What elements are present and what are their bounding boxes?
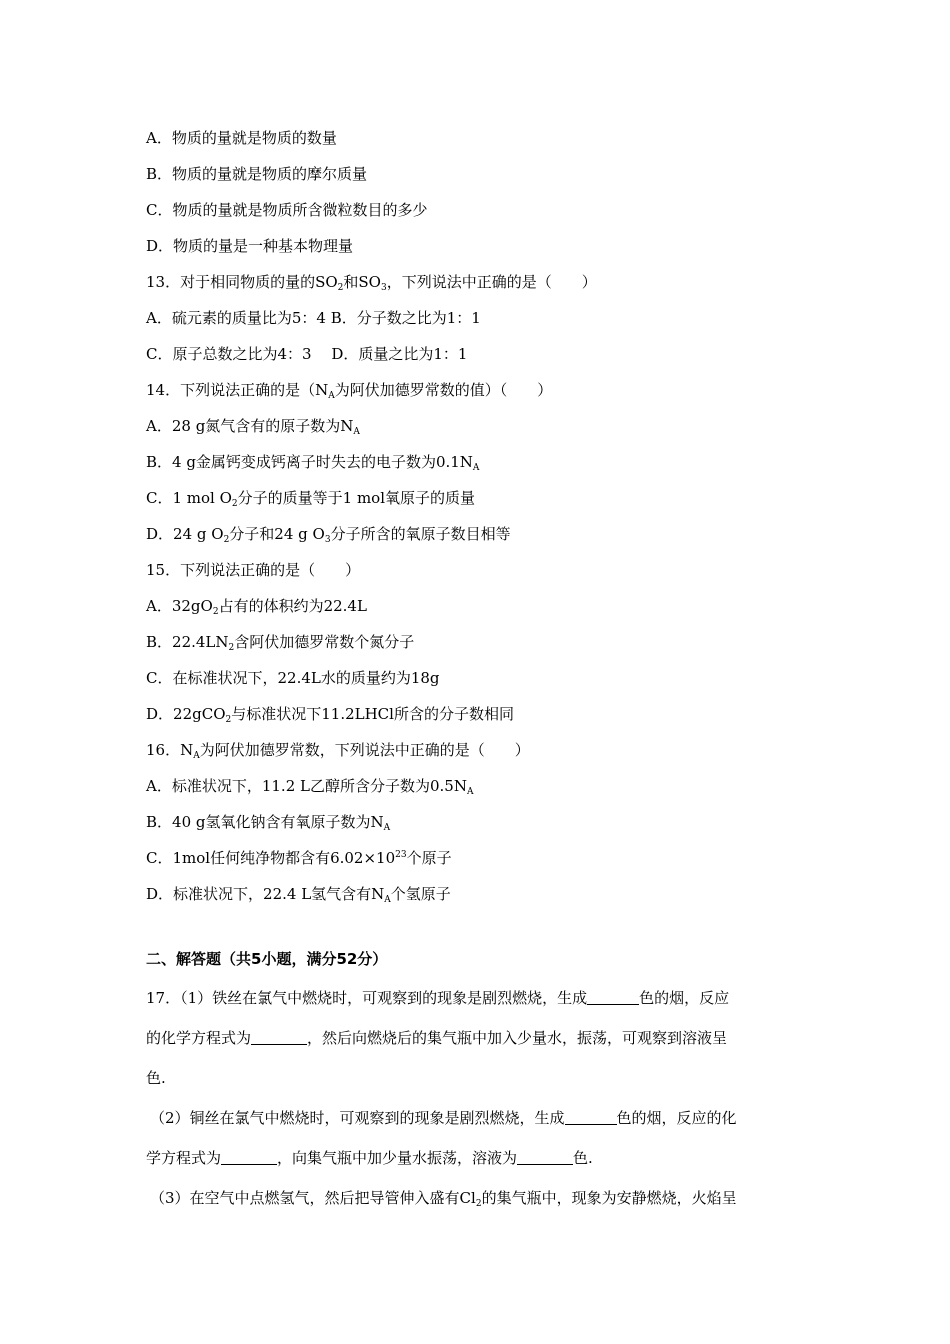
q15-option-b: B．$22.4LN_2$含阿伏加德罗常数个氮分子 xyxy=(146,633,415,653)
q14-option-d: D．24 g $O_2$分子和24 g $O_3$分子所含的氧原子数目相等 xyxy=(146,525,511,545)
q15-option-a: A．$32gO_2$占有的体积约为22.4L xyxy=(146,597,367,617)
q16-option-c: C．1mol任何纯净物都含有$6.02\times 10^{23}$个原子 xyxy=(146,849,452,867)
q16-option-a: A．标准状况下，11.2 L乙醇所含分子数为$0.5N_A$ xyxy=(146,777,474,797)
q17-part2-line2: 学方程式为 ，向集气瓶中加少量水振荡，溶液为 色. xyxy=(146,1149,593,1167)
answer-blank[interactable] xyxy=(517,1150,573,1165)
q17-part3-line1: （3）在空气中点燃氢气，然后把导管伸入盛有$Cl_2$的集气瓶中，现象为安静燃烧，火焰呈 xyxy=(150,1189,737,1209)
q14-option-b: B．4 g金属钙变成钙离子时失去的电子数为$0.1N_A$ xyxy=(146,453,480,473)
q15-option-c: C．在标准状况下，22.4L水的质量约为18g xyxy=(146,669,440,687)
q12-option-b: B．物质的量就是物质的摩尔质量 xyxy=(146,165,368,183)
q12-option-d: D．物质的量是一种基本物理量 xyxy=(146,237,354,255)
q17-part1-line3: 色. xyxy=(146,1069,166,1087)
q17-part1-line1: 17．（1）铁丝在氯气中燃烧时，可观察到的现象是剧烈燃烧，生成 色的烟，反应 xyxy=(146,989,730,1007)
answer-blank[interactable] xyxy=(251,1030,307,1045)
answer-blank[interactable] xyxy=(587,990,639,1005)
q14-option-a: A．28 g氮气含有的原子数为$N_A$ xyxy=(146,417,360,437)
q14-option-c: C．1 mol $O_2$分子的质量等于1 mol氧原子的质量 xyxy=(146,489,476,509)
q13-options-cd: C．原子总数之比为4：3 D．质量之比为1：1 xyxy=(146,345,468,363)
q15-option-d: D．22gCO$_2$与标准状况下11.2LHCl所含的分子数相同 xyxy=(146,705,514,725)
section-heading: 二、解答题（共5小题，满分52分） xyxy=(146,950,388,968)
q13-stem: 13．对于相同物质的量的$SO_2$和$SO_3$，下列说法中正确的是（ ） xyxy=(146,273,597,293)
q14-stem: 14．下列说法正确的是（$N_A$为阿伏加德罗常数的值）（ ） xyxy=(146,381,553,401)
q16-option-b: B．40 g氢氧化钠含有氧原子数为$N_A$ xyxy=(146,813,391,833)
q12-option-c: C．物质的量就是物质所含微粒数目的多少 xyxy=(146,201,428,219)
q17-part2-line1: （2）铜丝在氯气中燃烧时，可观察到的现象是剧烈燃烧，生成 色的烟，反应的化 xyxy=(150,1109,737,1127)
q16-option-d: D．标准状况下，22.4 L氢气含有$N_A$个氢原子 xyxy=(146,885,451,905)
q15-stem: 15．下列说法正确的是（ ） xyxy=(146,561,361,579)
q13-options-ab: A．硫元素的质量比为5：4 B．分子数之比为1：1 xyxy=(146,309,481,327)
q12-option-a: A．物质的量就是物质的数量 xyxy=(146,129,337,147)
answer-blank[interactable] xyxy=(221,1150,277,1165)
answer-blank[interactable] xyxy=(565,1110,617,1125)
q17-part1-line2: 的化学方程式为 ，然后向燃烧后的集气瓶中加入少量水，振荡，可观察到溶液呈 xyxy=(146,1029,728,1047)
q16-stem: 16．$N_A$为阿伏加德罗常数，下列说法中正确的是（ ） xyxy=(146,741,530,761)
